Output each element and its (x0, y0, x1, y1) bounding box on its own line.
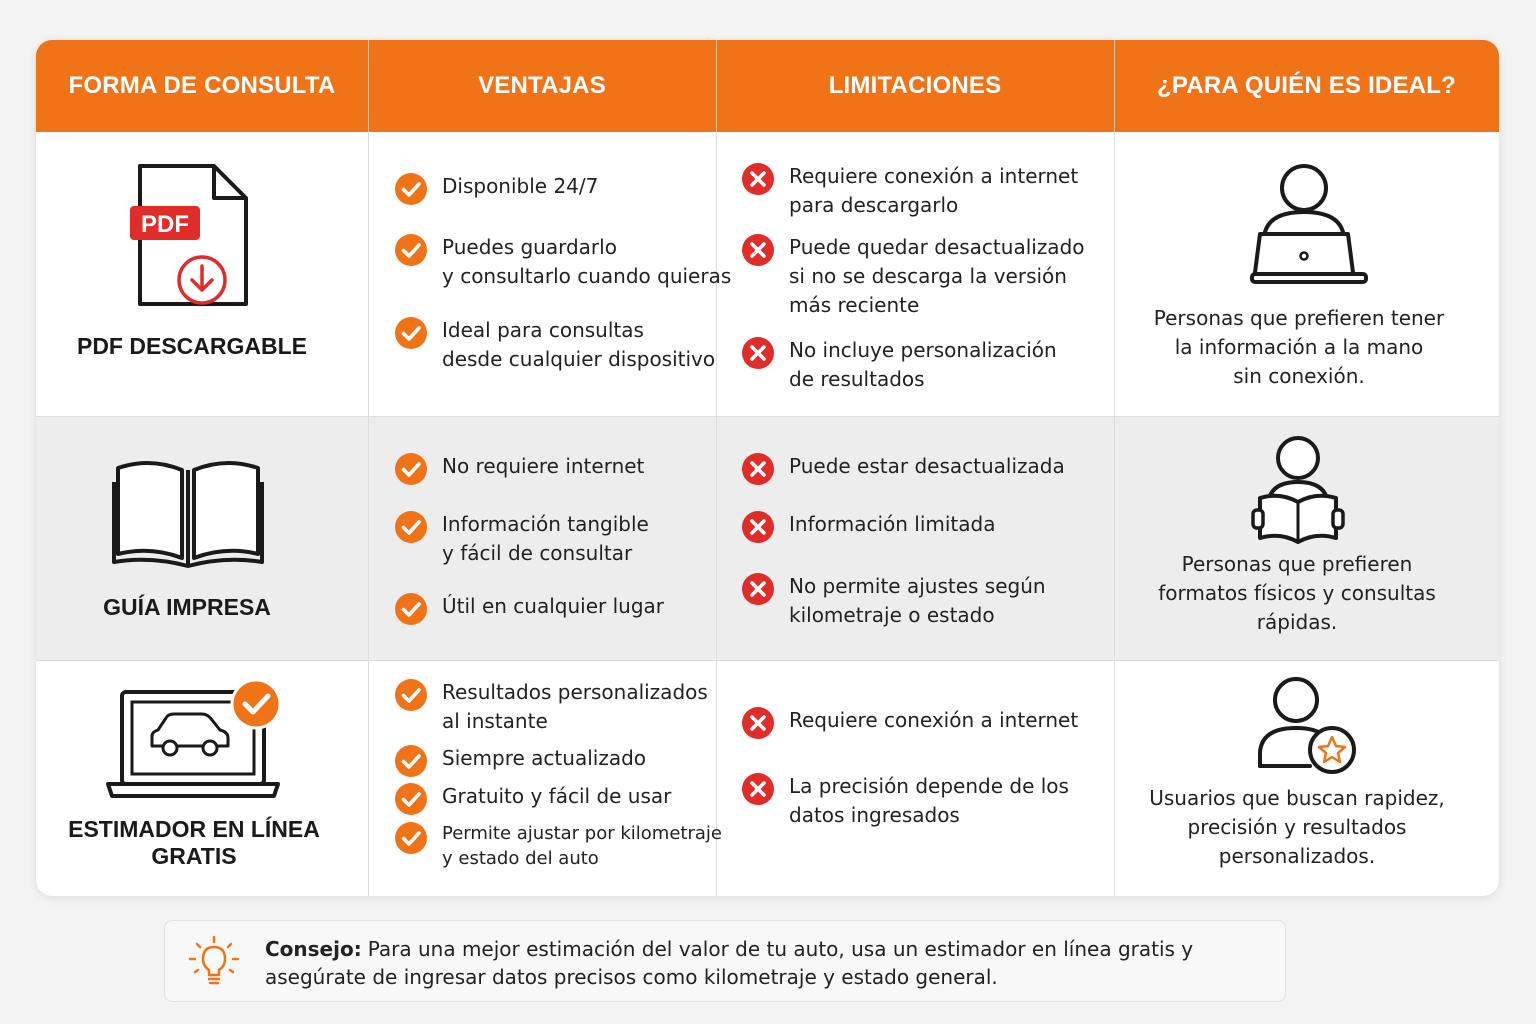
header-ideal: ¿PARA QUIÉN ES IDEAL? (1157, 72, 1456, 99)
pdf-download-icon (128, 164, 256, 310)
user-star-icon (1256, 676, 1360, 776)
limitacion-text: La precisión depende de los datos ingresados (789, 774, 1069, 827)
cross-icon (741, 162, 775, 196)
limitacion-text: Puede quedar desactualizado si no se descarga la versión más reciente (789, 235, 1085, 317)
check-icon (394, 316, 428, 350)
limitacion-text: Puede estar desactualizada (789, 454, 1065, 478)
tip-box (164, 920, 1286, 1002)
header-forma: FORMA DE CONSULTA (68, 72, 336, 99)
ventaja-item (394, 316, 715, 374)
person-laptop-icon (1250, 162, 1370, 288)
ventaja-text: Puedes guardarlo y consultarlo cuando quieras (442, 235, 732, 288)
pdf-badge: PDF (141, 211, 189, 238)
check-icon (394, 821, 428, 855)
ventaja-text: Información tangible y fácil de consultar (442, 512, 649, 565)
person-reading-icon (1250, 434, 1346, 548)
ventaja-item (394, 744, 646, 778)
check-icon (394, 172, 428, 206)
comparison-table (36, 40, 1499, 896)
check-icon (394, 744, 428, 778)
ideal-text-pdf: Personas que prefieren tener la información a la mano sin conexión. (1153, 306, 1445, 388)
row-label-pdf: PDF DESCARGABLE (76, 333, 307, 359)
ventaja-item (394, 678, 708, 736)
header-ventajas: VENTAJAS (478, 72, 606, 99)
limitacion-item (741, 572, 1046, 630)
ventaja-text: Útil en cualquier lugar (442, 594, 664, 618)
limitacion-text: Requiere conexión a internet (789, 708, 1079, 732)
limitacion-item (741, 336, 1057, 394)
ventaja-text: Resultados personalizados al instante (442, 680, 708, 733)
ideal-text-guia: Personas que prefieren formatos físicos y consultas rápidas. (1158, 552, 1436, 634)
limitacion-text: No permite ajustes según kilometraje o estado (789, 574, 1046, 627)
ventaja-item (394, 821, 722, 871)
limitacion-text: Información limitada (789, 512, 996, 536)
ventaja-text: Permite ajustar por kilometraje y estado del auto (442, 823, 722, 869)
cross-icon (741, 233, 775, 267)
limitacion-item (741, 162, 1078, 220)
ventaja-item (394, 592, 664, 626)
cross-icon (741, 572, 775, 606)
check-icon (394, 782, 428, 816)
ventaja-text: Ideal para consultas desde cualquier dispositivo (442, 318, 716, 371)
ventaja-item (394, 452, 644, 486)
ventaja-text: Siempre actualizado (442, 746, 647, 770)
limitacion-item (741, 452, 1065, 486)
row-label-guia: GUÍA IMPRESA (103, 594, 271, 620)
cross-icon (741, 706, 775, 740)
lightbulb-icon (187, 935, 241, 989)
limitacion-text: No incluye personalización de resultados (789, 338, 1057, 391)
tip-label: Consejo: (265, 937, 362, 961)
limitacion-item (741, 772, 1069, 830)
cross-icon (741, 336, 775, 370)
ventaja-item (394, 172, 598, 206)
cross-icon (741, 510, 775, 544)
check-icon (394, 452, 428, 486)
tip-text-block (265, 935, 1255, 991)
limitacion-item (741, 706, 1078, 740)
table-header (36, 40, 1499, 132)
open-book-icon (110, 458, 266, 572)
check-icon (394, 592, 428, 626)
header-limitaciones: LIMITACIONES (828, 72, 1002, 99)
limitacion-text: Requiere conexión a internet para descargarlo (789, 164, 1079, 217)
limitacion-item (741, 510, 995, 544)
ventaja-text: Gratuito y fácil de usar (442, 784, 672, 808)
laptop-car-check-icon (106, 680, 282, 800)
ventaja-text: Disponible 24/7 (442, 174, 599, 198)
ventaja-item (394, 782, 671, 816)
row-label-estimador: ESTIMADOR EN LÍNEA GRATIS (68, 816, 320, 869)
check-icon (394, 510, 428, 544)
limitacion-item (741, 233, 1085, 320)
check-icon (394, 233, 428, 267)
ideal-text-estimador: Usuarios que buscan rapidez, precisión y resultados personalizados. (1149, 786, 1445, 868)
ventaja-item (394, 233, 731, 291)
ventaja-text: No requiere internet (442, 454, 645, 478)
ventaja-item (394, 510, 649, 568)
check-icon (394, 678, 428, 712)
cross-icon (741, 452, 775, 486)
tip-text: Para una mejor estimación del valor de tu auto, usa un estimador en línea gratis y asegúrate de ingresar datos precisos como kilometraje y estado general. (265, 937, 1194, 989)
cross-icon (741, 772, 775, 806)
